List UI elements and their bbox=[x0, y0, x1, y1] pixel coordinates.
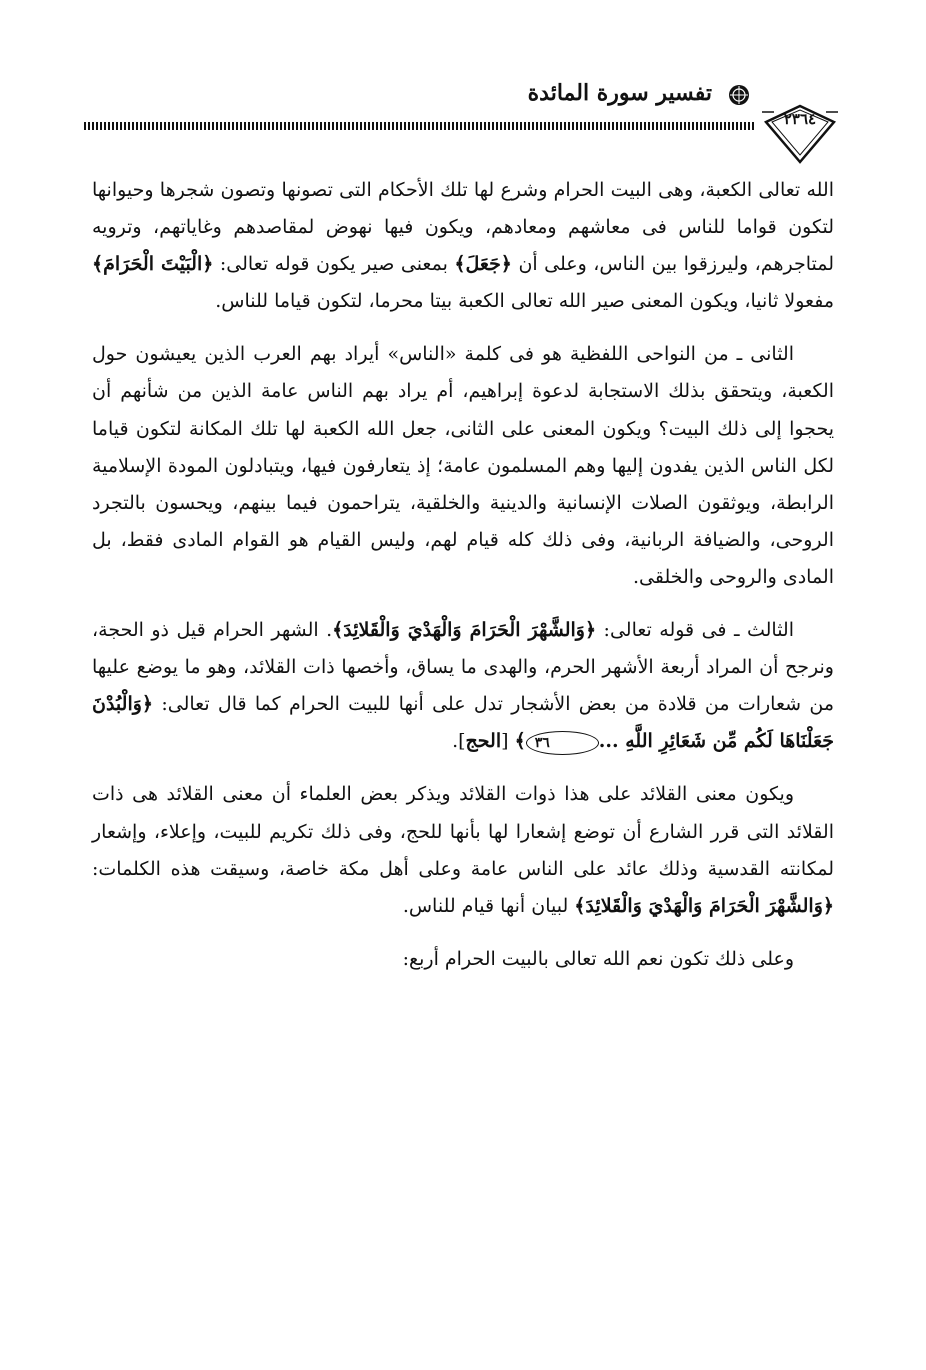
header-rule bbox=[84, 122, 756, 130]
ornament-icon bbox=[728, 84, 750, 106]
text-segment: الله تعالى الكعبة، وهى البيت الحرام وشرع لها تلك الأحكام التى تصونها وتصون شجرها وحيوانها لتكون قواما للناس فى معاشهم ومعادهم، ويكون فيها نهوض لمقاصدهم وغاياتهم، وترويه لمتاجرهم، وليرزقوا بين الناس، وعلى أن bbox=[92, 179, 834, 276]
quran-quote: ﴾ bbox=[514, 730, 526, 753]
quran-quote: ﴿الْبَيْتَ الْحَرَامَ﴾ bbox=[92, 253, 214, 276]
text-segment: الثالث ـ فى قوله تعالى: bbox=[596, 619, 794, 642]
paragraph bbox=[92, 612, 834, 760]
quran-quote: ﴿جَعَلَ﴾ bbox=[454, 253, 512, 276]
paragraph bbox=[92, 941, 834, 978]
text-segment: مفعولا ثانيا، ويكون المعنى صير الله تعالى الكعبة بيتا محرما، لتكون قياما للناس. bbox=[215, 290, 834, 313]
book-title: تفسير سورة المائدة bbox=[527, 80, 712, 106]
paragraph bbox=[92, 776, 834, 924]
paragraph bbox=[92, 172, 834, 320]
body-text bbox=[92, 172, 834, 994]
quran-quote: ﴿وَالْبُدْنَ جَعَلْنَاهَا لَكُم مِّن شَعَائِرِ اللَّهِ ... bbox=[92, 693, 834, 753]
text-segment: الثانى ـ من النواحى اللفظية هو فى كلمة «الناس» أيراد بهم العرب الذين يعيشون حول الكعبة، ويتحقق بذلك الاستجابة لدعوة إبراهيم، أم يراد بهم الناس عامة الذين من شأنهم أن يحجوا إلى ذلك البيت؟ ويكون المعنى على الثانى، جعل الله الكعبة لها تلك المكانة لتكون قياما لكل الناس الذين يفدون إليها وهم المسلمون عامة؛ إذ يتعارفون فيها، ويتبادلون المودة الإسلامية الرابطة، ويوثقون الصلات الإنسانية والدينية والخلقية، يتراحمون فيما بينهم، ويحسون بالتجرد الروحى، والضيافة الربانية، وفى ذلك كله قيام لهم، وليس القيام هو القوام المادى فقط، بل المادى والروحى والخلقى. bbox=[92, 343, 834, 588]
text-segment: ويكون معنى القلائد على هذا ذوات القلائد ويذكر بعض العلماء أن معنى القلائد هى ذات القلائد التى قرر الشارع أن توضع إشعارا لها بأنها للحج، وفى ذلك تكريم للبيت، وإعلاء، وإشعار لمكانته القدسية وذلك عائد على الناس عامة وعلى أهل مكة خاصة، وسيقت هذه الكلمات: bbox=[92, 783, 834, 880]
paragraph bbox=[92, 336, 834, 596]
text-segment: بمعنى صير يكون قوله تعالى: bbox=[213, 253, 455, 276]
page-number: ٢٣٦٤ bbox=[783, 110, 817, 128]
verse-number: ٣٦ bbox=[526, 731, 599, 755]
quran-quote: ﴿وَالشَّهْرَ الْحَرَامَ وَالْهَدْيَ وَالْقَلائِدَ﴾ bbox=[332, 619, 597, 642]
page-header bbox=[84, 70, 842, 170]
text-segment: . الشهر الحرام قيل ذو الحجة، ونرجح أن المراد أربعة الأشهر الحرم، والهدى ما يساق، وأخصها ذات القلائد، وهو ما يوضع عليها من شعارات من قلادة من بعض الأشجار تدل على أنها للبيت الحرام كما قال تعالى: bbox=[92, 619, 834, 716]
quran-quote: الحج bbox=[465, 730, 502, 753]
text-segment: [ bbox=[501, 730, 515, 753]
text-segment: وعلى ذلك تكون نعم الله تعالى بالبيت الحرام أربع: bbox=[402, 947, 794, 970]
text-segment: لبيان أنها قيام للناس. bbox=[402, 894, 575, 917]
text-segment: ]. bbox=[452, 730, 466, 753]
quran-quote: ﴿وَالشَّهْرَ الْحَرَامَ وَالْهَدْيَ وَالْقَلائِدَ﴾ bbox=[574, 894, 834, 917]
